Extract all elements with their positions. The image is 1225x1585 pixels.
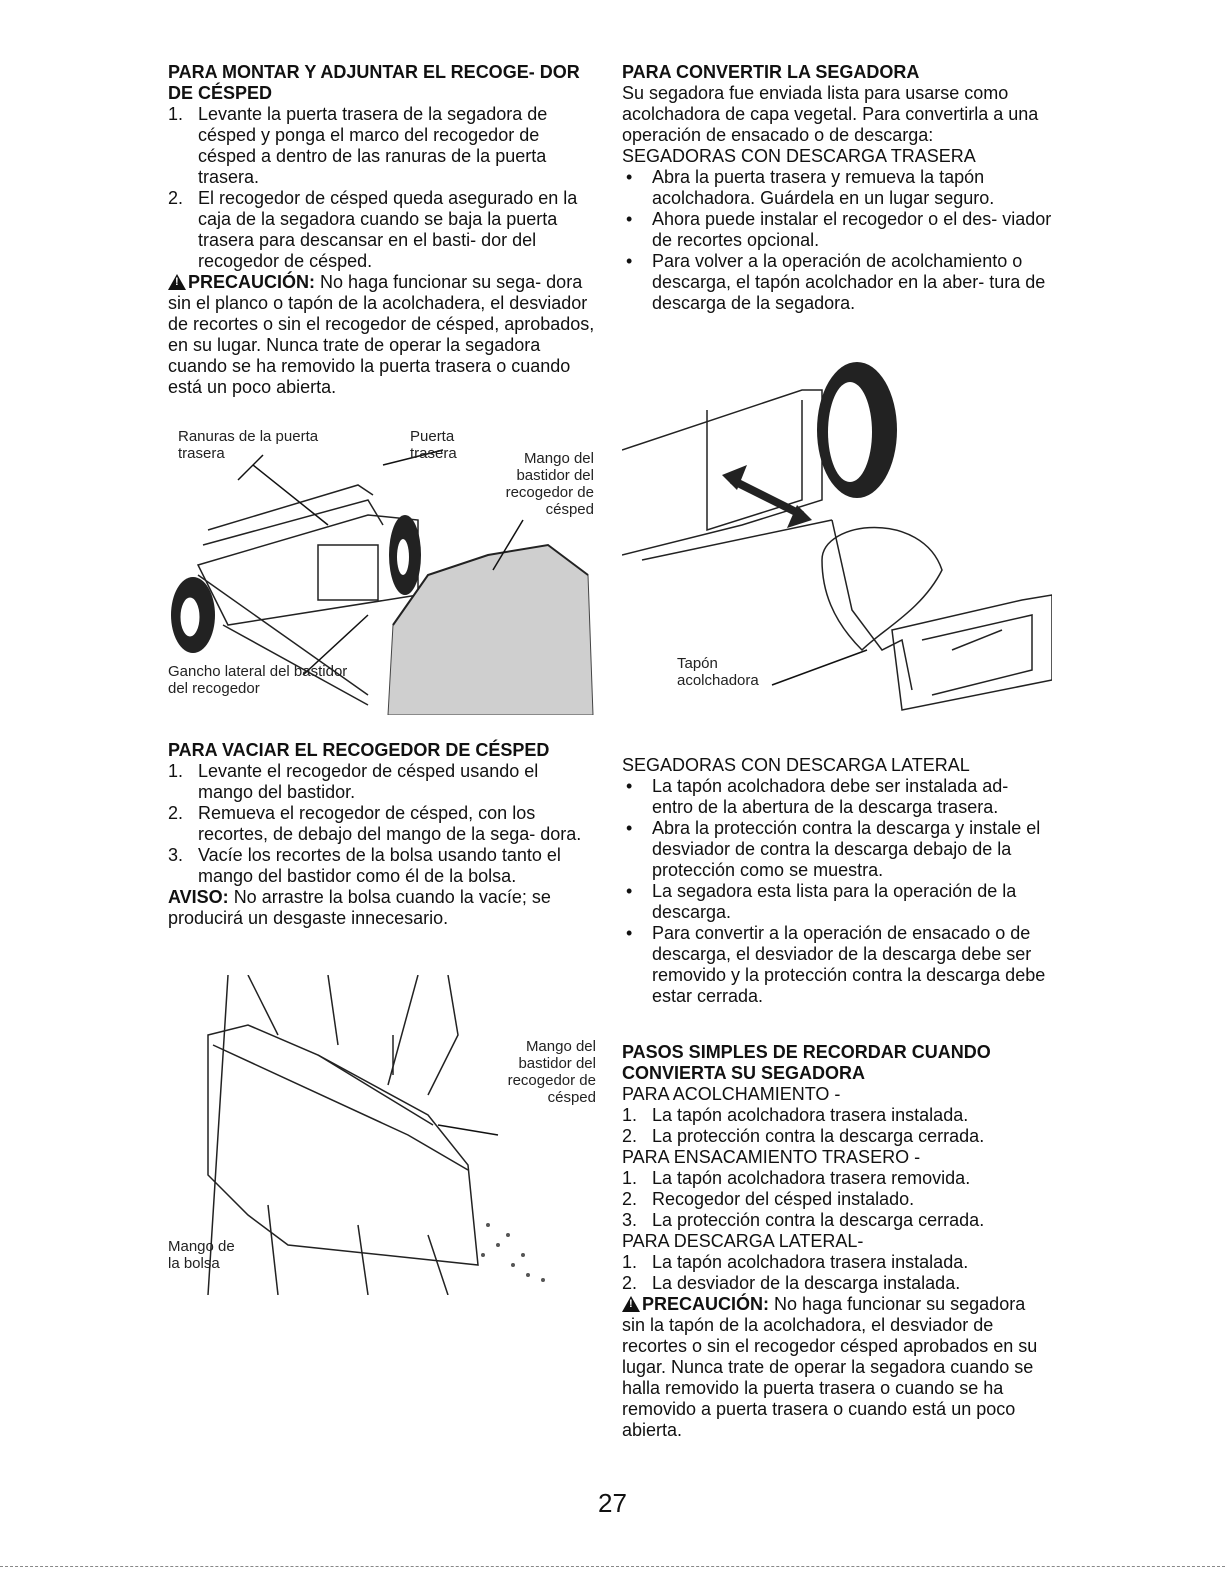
- list-item: 1. La tapón acolchadora trasera instalada.: [622, 1252, 969, 1272]
- convert-intro: Su segadora fue enviada lista para usarse como acolchadora de capa vegetal. Para convertirla a una operación de ensacado o de descarga:: [622, 83, 1039, 145]
- mount-caution: !PRECAUCIÓN: No haga funcionar su sega- dora sin el planco o tapón de la acolchadera, el desviador de recortes o sin el recogedor de césped, aprobados, en su lugar. Nunca trate de operar la segadora cuando se ha removido la puerta trasera o cuando está un poco abierta.: [168, 272, 598, 398]
- page-number: 27: [598, 1488, 627, 1518]
- empty-section: [168, 740, 598, 929]
- figure-empty-bag: [168, 975, 598, 1295]
- label-mango-bolsa: Mango de la bolsa: [168, 1238, 235, 1272]
- mount-heading: PARA MONTAR Y ADJUNTAR EL RECOGE- DOR DE CÉSPED: [168, 62, 580, 103]
- side-discharge-heading: PARA DESCARGA LATERAL-: [622, 1231, 864, 1251]
- list-item: 3. La protección contra la descarga cerrada.: [622, 1210, 985, 1230]
- wheel-icon: [171, 577, 215, 653]
- steps-heading: PASOS SIMPLES DE RECORDAR CUANDO CONVIERTA SU SEGADORA: [622, 1042, 991, 1083]
- label-puerta: Puerta trasera: [410, 428, 457, 462]
- label-ranuras: Ranuras de la puerta trasera: [178, 428, 319, 462]
- steps-caution: !PRECAUCIÓN: No haga funcionar su segadora sin la tapón de la acolchadora, el desviador de recortes o sin el recogedor césped aprobados en su lugar. Nunca trate de operar la segadora cuando se halla removido la puerta trasera o cuando se ha removido a puerta trasera o cuando está un poco abierta.: [622, 1294, 1052, 1441]
- list-item: • Ahora puede instalar el recogedor o el des- viador de recortes opcional.: [622, 209, 1052, 251]
- list-item: • Para volver a la operación de acolchamiento o descarga, el tapón acolchador en la aber- tura de descarga de la segadora.: [622, 251, 1052, 314]
- page-edge-divider: [0, 1566, 1225, 1567]
- label-mango-bastidor-2: Mango del bastidor del recogedor de césped: [507, 1038, 596, 1106]
- list-item: 1. Levante el recogedor de césped usando el mango del bastidor.: [168, 761, 539, 802]
- figure-attach-bagger: [168, 425, 598, 715]
- list-item: • Abra la puerta trasera y remueva la tapón acolchadora. Guárdela en un lugar seguro.: [622, 167, 1052, 209]
- list-item: 2. Recogedor del césped instalado.: [622, 1189, 915, 1209]
- list-item: • Abra la protección contra la descarga y instale el desviador de contra la descarga debajo de la protección como se muestra.: [622, 818, 1052, 881]
- list-item: • La tapón acolchadora debe ser instalada ad- entro de la abertura de la descarga trasera.: [622, 776, 1052, 818]
- list-item: 1. Levante la puerta trasera de la segadora de césped y ponga el marco del recogedor de césped a dentro de las ranuras de la puerta trasera.: [168, 104, 548, 187]
- warning-icon: [622, 1296, 640, 1312]
- right-column: [622, 62, 1052, 314]
- rear-bullets: [622, 167, 1052, 314]
- list-item: 3. Vacíe los recortes de la bolsa usando tanto el mango del bastidor como él de la bolsa.: [168, 845, 561, 886]
- label-mango-bastidor: Mango del bastidor del recogedor de césped: [505, 450, 594, 518]
- side-heading: SEGADORAS CON DESCARGA LATERAL: [622, 755, 970, 775]
- rear-bag-steps: [622, 1168, 1052, 1231]
- label-gancho: Gancho lateral del bastidor del recogedor: [168, 663, 348, 697]
- side-section: [622, 755, 1052, 1007]
- convert-heading: PARA CONVERTIR LA SEGADORA: [622, 62, 920, 82]
- steps-section: [622, 1042, 1052, 1441]
- list-item: 2. La protección contra la descarga cerrada.: [622, 1126, 985, 1146]
- list-item: 2. El recogedor de césped queda asegurado en la caja de la segadora cuando se baja la puerta trasera para descansar en el basti- dor del recogedor de césped.: [168, 188, 578, 271]
- list-item: 1. La tapón acolchadora trasera removida.: [622, 1168, 971, 1188]
- rear-heading: SEGADORAS CON DESCARGA TRASERA: [622, 146, 976, 166]
- double-arrow-icon: [722, 465, 812, 528]
- figure-mulch-plug: [622, 350, 1052, 735]
- warning-icon: [168, 274, 186, 290]
- mulch-heading: PARA ACOLCHAMIENTO -: [622, 1084, 841, 1104]
- list-item: 2. Remueva el recogedor de césped, con los recortes, de debajo del mango de la sega- dora.: [168, 803, 582, 844]
- left-column: [168, 62, 598, 398]
- empty-heading: PARA VACIAR EL RECOGEDOR DE CÉSPED: [168, 740, 550, 760]
- side-bullets: [622, 776, 1052, 1007]
- list-item: • Para convertir a la operación de ensacado o de descarga, el desviador de la descarga debe ser removido y la protección contra la descarga debe estar cerrada.: [622, 923, 1052, 1007]
- empty-steps: [168, 761, 598, 887]
- mount-steps: [168, 104, 598, 272]
- side-discharge-steps: [622, 1252, 1052, 1294]
- wheel-icon: [817, 362, 897, 498]
- label-tapon: Tapón acolchadora: [677, 655, 759, 689]
- list-item: 1. La tapón acolchadora trasera instalada.: [622, 1105, 969, 1125]
- empty-notice: AVISO: No arrastre la bolsa cuando la vacíe; se producirá un desgaste innecesario.: [168, 887, 551, 928]
- list-item: • La segadora esta lista para la operación de la descarga.: [622, 881, 1052, 923]
- rear-bag-heading: PARA ENSACAMIENTO TRASERO -: [622, 1147, 921, 1167]
- mulch-steps: [622, 1105, 1052, 1147]
- list-item: 2. La desviador de la descarga instalada.: [622, 1273, 961, 1293]
